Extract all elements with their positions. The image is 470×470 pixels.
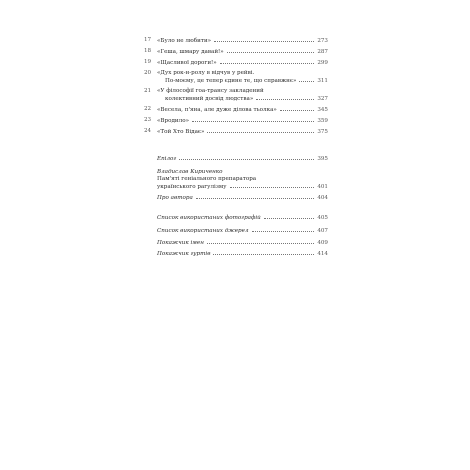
section-title: Про автора [157, 195, 193, 201]
chapter-title-continued: По-моєму, це тепер єдине те, що справжнє» [165, 78, 297, 84]
page-number: 311 [317, 78, 328, 84]
chapter-title: «У філософії гоа-трансу закладений [157, 88, 264, 94]
page-number: 395 [317, 156, 328, 162]
page-number: 327 [317, 96, 328, 102]
chapter-number: 22 [144, 106, 152, 112]
dot-leader [214, 37, 314, 42]
chapter-title: «Дух рок-н-ролу в відчув у рейві. [157, 70, 255, 76]
dot-leader [207, 128, 314, 133]
section-title: Список використаних джерел [157, 228, 249, 234]
section-title: Покажчик гуртів [157, 251, 211, 257]
page-number: 299 [317, 60, 328, 66]
dot-leader [256, 95, 314, 100]
dot-leader [299, 77, 314, 82]
chapter-title: «Геша, шмару давай!» [157, 49, 224, 55]
author-name: Владислав Кириченко [157, 169, 223, 175]
page-number: 401 [317, 184, 328, 190]
chapter-title: «Той Хто Відає» [157, 129, 205, 135]
chapter-title: «Вродило» [157, 118, 189, 124]
dot-leader [264, 214, 315, 219]
chapter-number: 19 [144, 59, 152, 65]
page-number: 414 [317, 251, 328, 257]
chapter-number: 23 [144, 117, 152, 123]
dot-leader [280, 106, 314, 111]
section-title: Пам'яті геніального препаратора [157, 176, 257, 182]
chapter-title-continued: колективний досвід людства» [165, 96, 254, 102]
dot-leader [196, 194, 315, 199]
chapter-number: 24 [144, 128, 152, 134]
page-number: 359 [317, 118, 328, 124]
chapter-number: 17 [144, 37, 152, 43]
dot-leader [227, 48, 315, 53]
section-title: Покажчик імен [157, 240, 204, 246]
dot-leader [220, 59, 315, 64]
page-number: 375 [317, 129, 328, 135]
dot-leader [192, 117, 314, 122]
page-number: 407 [317, 228, 328, 234]
dot-leader [213, 250, 314, 255]
section-title-continued: українського рагулізму [157, 184, 227, 190]
chapter-title: «Було не любити» [157, 38, 212, 44]
page-number: 273 [317, 38, 328, 44]
page-number: 345 [317, 107, 328, 113]
chapter-number: 21 [144, 88, 152, 94]
chapter-title: «Весела, п'яна, але дуже ділова тьолка» [157, 107, 277, 113]
page-number: 405 [317, 215, 328, 221]
dot-leader [179, 155, 314, 160]
dot-leader [207, 239, 314, 244]
dot-leader [230, 183, 315, 188]
section-title: Список використаних фотографій [157, 215, 261, 221]
chapter-number: 18 [144, 48, 152, 54]
chapter-number: 20 [144, 70, 152, 76]
page-number: 409 [317, 240, 328, 246]
dot-leader [252, 227, 315, 232]
page-number: 287 [317, 49, 328, 55]
page-number: 404 [317, 195, 328, 201]
section-title: Епілог [157, 156, 177, 162]
chapter-title: «Щасливої дороги!» [157, 60, 217, 66]
